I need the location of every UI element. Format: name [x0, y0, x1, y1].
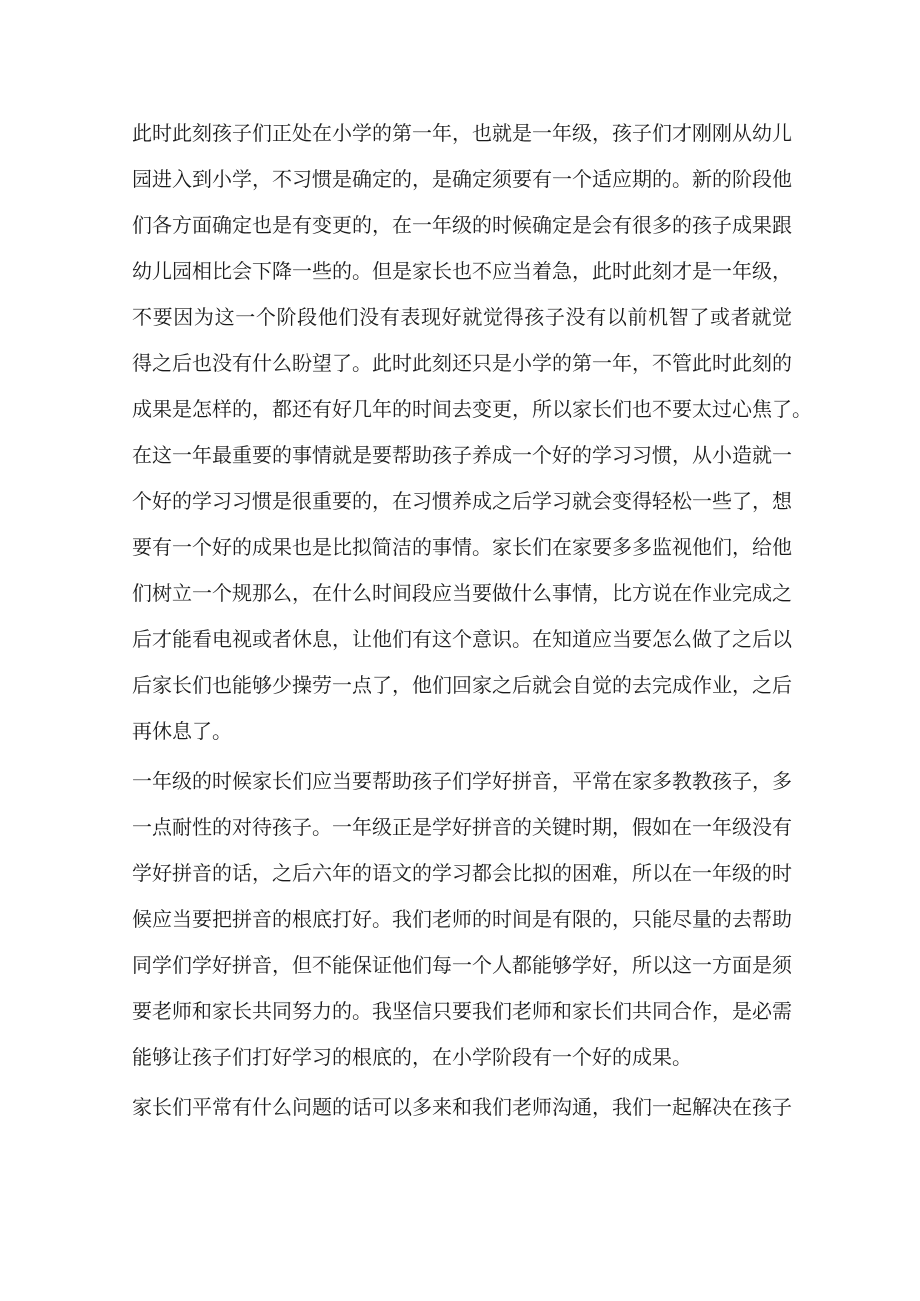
text-line: 能够让孩子们打好学习的根底的，在小学阶段有一个好的成果。 — [132, 1045, 692, 1069]
text-line: 在这一年最重要的事情就是要帮助孩子养成一个好的学习习惯，从小造就一 — [132, 443, 792, 467]
text-line: 一点耐性的对待孩子。一年级正是学好拼音的关键时期，假如在一年级没有 — [132, 815, 792, 839]
text-line: 成果是怎样的，都还有好几年的时间去变更，所以家长们也不要太过心焦了。 — [132, 397, 812, 421]
text-line: 们树立一个规那么，在什么时间段应当要做什么事情，比方说在作业完成之 — [132, 581, 792, 605]
text-line: 园进入到小学，不习惯是确定的，是确定须要有一个适应期的。新的阶段他 — [132, 167, 792, 191]
text-line: 得之后也没有什么盼望了。此时此刻还只是小学的第一年，不管此时此刻的 — [132, 351, 792, 375]
text-line: 个好的学习习惯是很重要的，在习惯养成之后学习就会变得轻松一些了，想 — [132, 489, 792, 513]
text-line: 学好拼音的话，之后六年的语文的学习都会比拟的困难，所以在一年级的时 — [132, 861, 792, 885]
text-line: 不要因为这一个阶段他们没有表现好就觉得孩子没有以前机智了或者就觉 — [132, 305, 792, 329]
text-line: 幼儿园相比会下降一些的。但是家长也不应当着急，此时此刻才是一年级， — [132, 259, 792, 283]
text-line: 要老师和家长共同努力的。我坚信只要我们老师和家长们共同合作，是必需 — [132, 999, 792, 1023]
document-body — [132, 110, 812, 1134]
text-line: 同学们学好拼音，但不能保证他们每一个人都能够学好，所以这一方面是须 — [132, 953, 792, 977]
text-line: 后家长们也能够少操劳一点了，他们回家之后就会自觉的去完成作业，之后 — [132, 673, 792, 697]
text-line: 一年级的时候家长们应当要帮助孩子们学好拼音，平常在家多教教孩子，多 — [132, 769, 792, 793]
text-line: 再休息了。 — [132, 719, 232, 743]
text-line: 此时此刻孩子们正处在小学的第一年，也就是一年级，孩子们才刚刚从幼儿 — [132, 121, 792, 145]
text-line: 们各方面确定也是有变更的，在一年级的时候确定是会有很多的孩子成果跟 — [132, 213, 792, 237]
text-line: 候应当要把拼音的根底打好。我们老师的时间是有限的，只能尽量的去帮助 — [132, 907, 792, 931]
text-line: 后才能看电视或者休息，让他们有这个意识。在知道应当要怎么做了之后以 — [132, 627, 792, 651]
paragraph-3 — [132, 1084, 792, 1130]
paragraph-1 — [132, 110, 812, 754]
text-line: 要有一个好的成果也是比拟简洁的事情。家长们在家要多多监视他们，给他 — [132, 535, 792, 559]
text-line: 家长们平常有什么问题的话可以多来和我们老师沟通，我们一起解决在孩子 — [132, 1095, 792, 1119]
paragraph-2 — [132, 758, 792, 1080]
